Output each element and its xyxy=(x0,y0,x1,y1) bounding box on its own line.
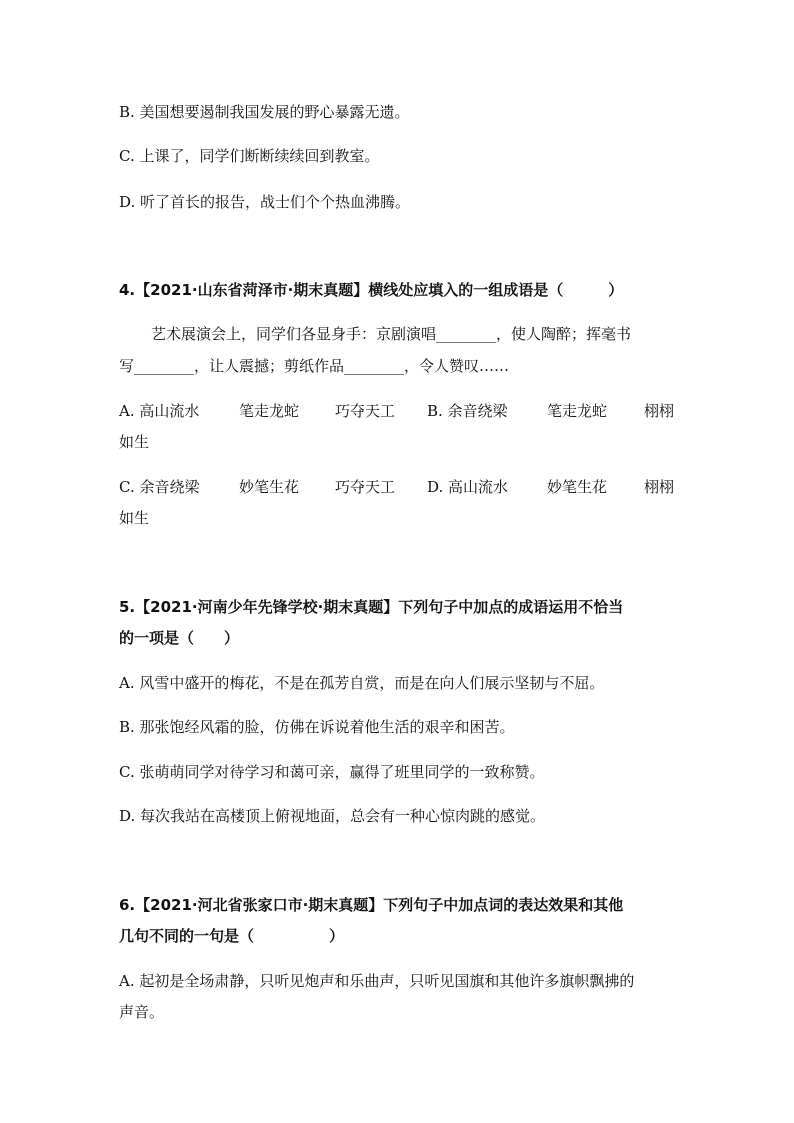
q5-option-a: A. 风雪中盛开的梅花，不是在孤芳自赏，而是在向人们展示坚韧与不屈。 xyxy=(119,674,605,692)
q6-title-line1: 6.【2021·河北省张家口市·期末真题】下列句子中加点词的表达效果和其他 xyxy=(119,896,624,914)
q4-options-row1 xyxy=(119,401,674,421)
q4-option-a-idiom1: A. 高山流水 xyxy=(119,402,200,420)
q4-option-b-idiom1: B. 余音绕梁 xyxy=(427,402,508,420)
q4-passage-line1: 艺术展演会上，同学们各显身手：京剧演唱________，使人陶醉；挥毫书 xyxy=(151,325,632,343)
q3-option-c: C. 上课了，同学们断断续续回到教室。 xyxy=(119,147,380,165)
q5-option-b: B. 那张饱经风霜的脸，仿佛在诉说着他生活的艰辛和困苦。 xyxy=(119,718,515,736)
q4-passage-line2: 写________，让人震撼；剪纸作品________，令人赞叹…… xyxy=(119,357,510,375)
q4-options-row2 xyxy=(119,477,674,497)
q4-option-c-idiom2: 妙笔生花 xyxy=(239,478,300,496)
q4-option-b-idiom2: 笔走龙蛇 xyxy=(547,402,608,420)
q4-option-d-idiom3-cont: 如生 xyxy=(119,509,150,527)
q6-option-a-line1: A. 起初是全场肃静，只听见炮声和乐曲声，只听见国旗和其他许多旗帜飘拂的 xyxy=(119,972,635,990)
q5-option-d: D. 每次我站在高楼顶上俯视地面，总会有一种心惊肉跳的感觉。 xyxy=(119,807,546,825)
q4-option-d-idiom1: D. 高山流水 xyxy=(427,478,509,496)
q4-option-c-idiom3: 巧夺天工 xyxy=(335,478,396,496)
q4-option-d-idiom2: 妙笔生花 xyxy=(547,478,608,496)
q4-option-b-idiom3-cont: 如生 xyxy=(119,433,150,451)
q6-title-line2: 几句不同的一句是（ ） xyxy=(119,927,345,945)
q4-option-a-idiom3: 巧夺天工 xyxy=(335,402,396,420)
q4-option-c-idiom1: C. 余音绕梁 xyxy=(119,478,200,496)
q4-option-b-idiom3: 栩栩 xyxy=(644,402,675,420)
q4-option-d-idiom3: 栩栩 xyxy=(644,478,675,496)
q4-title: 4.【2021·山东省菏泽市·期末真题】横线处应填入的一组成语是（ ） xyxy=(119,281,624,299)
q6-option-a-line2: 声音。 xyxy=(119,1003,165,1021)
q3-option-b: B. 美国想要遏制我国发展的野心暴露无遗。 xyxy=(119,103,410,121)
q5-option-c: C. 张萌萌同学对待学习和蔼可亲，赢得了班里同学的一致称赞。 xyxy=(119,763,545,781)
q5-title-line2: 的一项是（ ） xyxy=(119,629,240,647)
q3-option-d: D. 听了首长的报告，战士们个个热血沸腾。 xyxy=(119,193,411,211)
q5-title-line1: 5.【2021·河南少年先锋学校·期末真题】下列句子中加点的成语运用不恰当 xyxy=(119,598,624,616)
q4-option-a-idiom2: 笔走龙蛇 xyxy=(239,402,300,420)
